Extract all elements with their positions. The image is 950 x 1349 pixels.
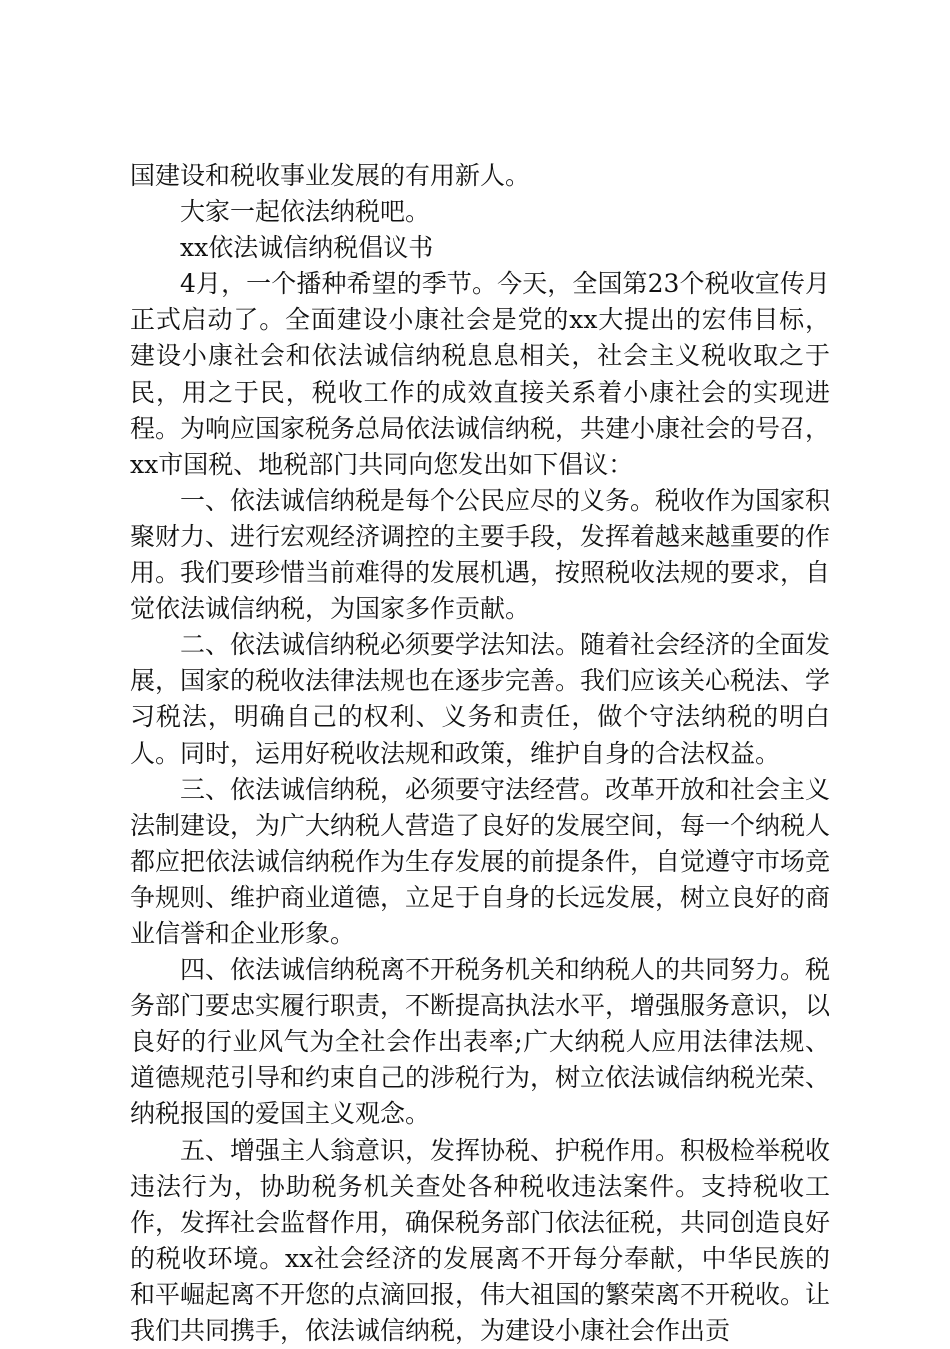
paragraph-item-1: 一、依法诚信纳税是每个公民应尽的义务。税收作为国家积聚财力、进行宏观经济调控的主要手段，发挥着越来越重要的作用。我们要珍惜当前难得的发展机遇，按照税收法规的要求，自觉依法诚信纳税，为国家多作贡献。 xyxy=(130,485,831,624)
paragraph-item-2: 二、依法诚信纳税必须要学法知法。随着社会经济的全面发展，国家的税收法律法规也在逐步完善。我们应该关心税法、学习税法，明确自己的权利、义务和责任，做个守法纳税的明白人。同时，运用好税收法规和政策，维护自身的合法权益。 xyxy=(130,630,831,768)
paragraph-call-to-action: 大家一起依法纳税吧。 xyxy=(180,197,431,227)
document-body xyxy=(130,158,830,1349)
document-subtitle: xx依法诚信纳税倡议书 xyxy=(180,233,434,263)
paragraph-item-5: 五、增强主人翁意识，发挥协税、护税作用。积极检举税收违法行为，协助税务机关查处各种税收违法案件。支持税收工作，发挥社会监督作用，确保税务部门依法征税，共同创造良好的税收环境。xx社会经济的发展离不开每分奉献，中华民族的和平崛起离不开您的点滴回报，伟大祖国的繁荣离不开税收。让我们共同携手，依法诚信纳税，为建设小康社会作出贡 xyxy=(130,1135,831,1345)
paragraph-continued: 国建设和税收事业发展的有用新人。 xyxy=(130,161,531,190)
paragraph-intro: 4月，一个播种希望的季节。今天，全国第23个税收宣传月正式启动了。全面建设小康社会是党的xx大提出的宏伟目标，建设小康社会和依法诚信纳税息息相关，社会主义税收取之于民，用之于民，税收工作的成效直接关系着小康社会的实现进程。为响应国家税务总局依法诚信纳税，共建小康社会的号召，xx市国税、地税部门共同向您发出如下倡议： xyxy=(130,269,831,479)
paragraph-item-4: 四、依法诚信纳税离不开税务机关和纳税人的共同努力。税务部门要忠实履行职责，不断提高执法水平，增强服务意识，以良好的行业风气为全社会作出表率;广大纳税人应用法律法规、道德规范引导和约束自己的涉税行为，树立依法诚信纳税光荣、纳税报国的爱国主义观念。 xyxy=(130,955,831,1129)
paragraph-item-3: 三、依法诚信纳税，必须要守法经营。改革开放和社会主义法制建设，为广大纳税人营造了良好的发展空间，每一个纳税人都应把依法诚信纳税作为生存发展的前提条件，自觉遵守市场竞争规则、维护商业道德，立足于自身的长远发展，树立良好的商业信誉和企业形象。 xyxy=(130,774,831,948)
